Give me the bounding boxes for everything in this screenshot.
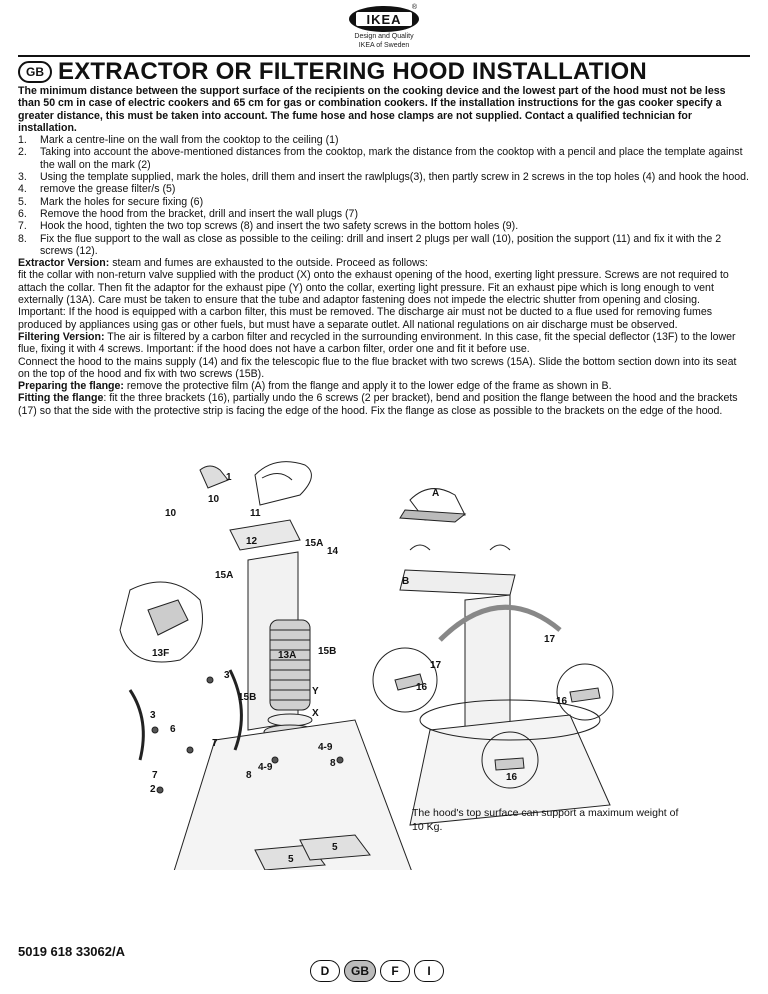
tagline-1: Design and Quality xyxy=(354,33,414,40)
lang-f: F xyxy=(380,960,410,982)
extractor-version: Extractor Version: steam and fumes are exhausted to the outside. Proceed as follows: xyxy=(18,257,428,270)
label-5b: 5 xyxy=(332,842,338,853)
label-15b-top: 15B xyxy=(318,646,337,657)
label-4-9b: 4-9 xyxy=(258,762,273,773)
tagline-2: IKEA of Sweden xyxy=(358,42,410,49)
lang-d: D xyxy=(310,960,340,982)
language-selector xyxy=(310,960,444,982)
weight-note: The hood's top surface can support a maximum weight of 10 Kg. xyxy=(412,807,679,833)
label-4-9a: 4-9 xyxy=(318,742,333,753)
label-13a: 13A xyxy=(278,650,297,661)
registered-mark: ® xyxy=(411,4,417,11)
label-7a: 7 xyxy=(212,738,218,749)
diagram-svg xyxy=(0,430,768,870)
header-rule xyxy=(18,55,750,57)
language-badge: GB xyxy=(18,61,52,83)
title-row xyxy=(18,58,647,86)
label-15b: 15B xyxy=(238,692,257,703)
label-6: 6 xyxy=(170,724,176,735)
list-item: 3. Using the template supplied, mark the holes, drill them and insert the rawlplugs(3), then partly screw in 2 screws in the top holes (4) and hook the hood. xyxy=(18,171,749,184)
label-b: B xyxy=(402,576,410,587)
label-10a: 10 xyxy=(208,494,220,505)
label-3a: 3 xyxy=(224,670,230,681)
lang-gb: GB xyxy=(344,960,376,982)
page-title: EXTRACTOR OR FILTERING HOOD INSTALLATION xyxy=(58,58,647,85)
label-13f: 13F xyxy=(152,648,170,659)
label-17b: 17 xyxy=(430,660,442,671)
instructions-body xyxy=(18,85,750,417)
steps-list xyxy=(18,134,750,257)
label-7b: 7 xyxy=(152,770,158,781)
label-y: Y xyxy=(312,686,319,697)
label-15a: 15A xyxy=(215,570,234,581)
preparing-flange: Preparing the flange: remove the protective film (A) from the flange and apply it to the lower edge of the frame as shown in B. xyxy=(18,380,612,393)
list-item: 1. Mark a centre-line on the wall from the cooktop to the ceiling (1) xyxy=(18,134,339,147)
list-item: 8. Fix the flue support to the wall as close as possible to the ceiling: drill and insert 2 plugs per wall (10), position the support (11) and fix it with the 2 screws (12). xyxy=(18,232,722,257)
label-11: 11 xyxy=(250,508,261,519)
fitting-flange: Fitting the flange: fit the three brackets (16), partially undo the 6 screws (2 per bracket), bend and position the flange between the hood and the brackets (17) so that the side with the protective strip is facing the edge of the hood. Fix the flange as close as possible to the brackets on the edge of the hood. xyxy=(18,392,738,417)
label-3b: 3 xyxy=(150,710,156,721)
label-14: 14 xyxy=(327,546,339,557)
filtering-version: Filtering Version: The air is filtered by a carbon filter and recycled in the surrounding environment. In this case, fit the special deflector (13F) to the lower flue, fixing it with 4 screws. Important: if the hood does not have a carbon filter, order one and fit it before use. xyxy=(18,330,736,356)
list-item: 4. remove the grease filter/s (5) xyxy=(18,183,176,196)
label-17a: 17 xyxy=(544,634,556,645)
label-8a: 8 xyxy=(330,758,336,769)
label-16b: 16 xyxy=(556,696,568,707)
label-12: 12 xyxy=(246,536,258,547)
label-5a: 5 xyxy=(288,854,294,865)
ikea-logo-block xyxy=(336,6,432,50)
list-item: 2. Taking into account the above-mentioned distances from the cooktop, mark the distance from the cooktop with a pencil and place the template against the wall on the mark (2) xyxy=(18,146,743,171)
filtering-detail: Connect the hood to the mains supply (14) and fix the telescopic flue to the flue bracket with two screws (15A). Slide the bottom section down into its seat on the top of the hood and fix with two screws (15B). xyxy=(18,355,737,380)
lang-i: I xyxy=(414,960,444,982)
label-16c: 16 xyxy=(506,772,518,783)
label-x: X xyxy=(312,708,319,719)
intro-paragraph: The minimum distance between the support surface of the recipients on the cooking device and the lowest part of the hood must not be less than 50 cm in case of electric cookers and 65 cm for gas or combination cookers. If the installation instructions for the gas cooker specify a greater distance, this must be taken into account. The fume hose and hose clamps are not supplied. Contact a qualified technician for installation. xyxy=(18,85,726,134)
ikea-logo xyxy=(349,6,419,32)
label-a: A xyxy=(432,488,440,499)
list-item: 6. Remove the hood from the bracket, drill and insert the wall plugs (7) xyxy=(18,207,358,220)
label-10b: 10 xyxy=(165,508,177,519)
list-item: 5. Mark the holes for secure fixing (6) xyxy=(18,195,204,208)
document-code: 5019 618 33062/A xyxy=(18,944,125,959)
label-1: 1 xyxy=(226,472,232,483)
label-2: 2 xyxy=(150,784,156,795)
label-16a: 16 xyxy=(416,682,428,693)
label-8b: 8 xyxy=(246,770,252,781)
label-15a-top: 15A xyxy=(305,538,324,549)
extractor-detail: fit the collar with non-return valve supplied with the product (X) onto the exhaust opening of the hood, exerting light pressure. Screws are not required to attach the collar. Then fit the adaptor for the exhaust pipe (Y) onto the collar, exerting light pressure. Fit an exhaust pipe which is long enough to vent externally (13A). Care must be taken to ensure that the tube and adaptor fastening does not impede the electric shutter from opening and closing. Important: If the hood is equipped with a carbon filter, this must be removed. The discharge air must not be ducted to a flue used for removing fumes produced by appliances using gas or other fuels, but must have a separate outlet. All national regulations on air discharge must be observed. xyxy=(18,269,729,331)
list-item: 7. Hook the hood, tighten the two top screws (8) and insert the two safety screws in the bottom holes (9). xyxy=(18,220,519,233)
installation-diagram xyxy=(0,430,768,870)
logo-text: IKEA xyxy=(366,11,402,27)
